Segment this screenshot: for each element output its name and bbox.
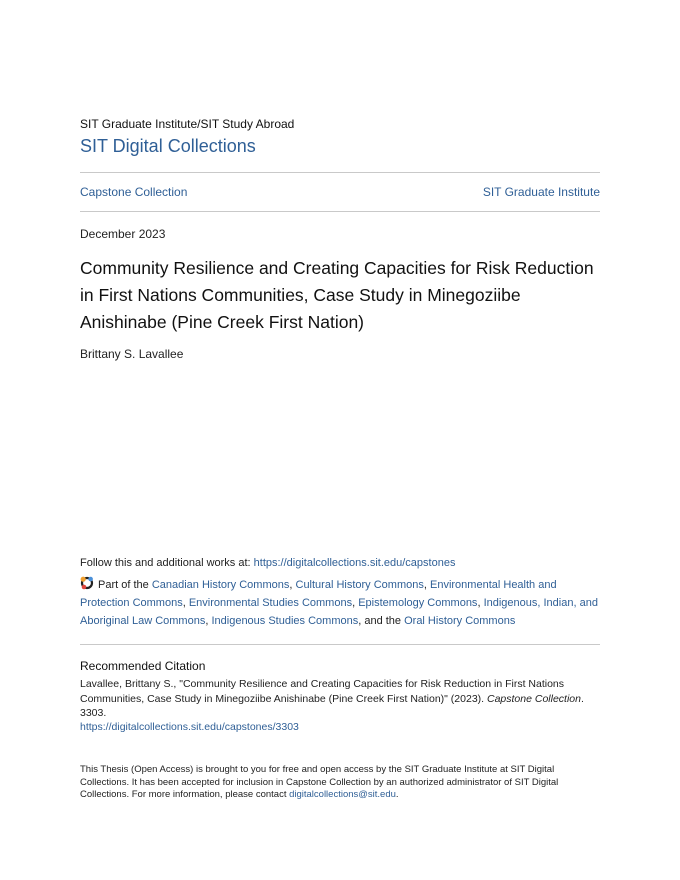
- repository-link[interactable]: SIT Digital Collections: [80, 136, 256, 156]
- commons-link[interactable]: Indigenous Studies Commons: [211, 615, 359, 627]
- capstone-collection-link[interactable]: Capstone Collection: [80, 185, 188, 199]
- citation-heading: Recommended Citation: [80, 659, 206, 673]
- publication-date: December 2023: [80, 227, 166, 241]
- commons-link[interactable]: Oral History Commons: [404, 615, 516, 627]
- commons-link[interactable]: Canadian History Commons: [151, 579, 290, 591]
- contact-email-link[interactable]: digitalcollections@sit.edu: [289, 789, 396, 800]
- author-name: Brittany S. Lavallee: [80, 347, 184, 361]
- commons-link[interactable]: Indigenous, Indian, and Aboriginal Law Commons: [80, 597, 598, 627]
- graduate-institute-link[interactable]: SIT Graduate Institute: [482, 185, 600, 199]
- commons-link[interactable]: Environmental Health and Protection Commons: [80, 579, 557, 609]
- citation-url-link[interactable]: https://digitalcollections.sit.edu/capstones/3303: [80, 721, 299, 733]
- institution-name: SIT Graduate Institute/SIT Study Abroad: [80, 117, 295, 131]
- commons-link[interactable]: Environmental Studies Commons: [188, 597, 353, 609]
- capstones-url-link[interactable]: https://digitalcollections.sit.edu/capstones: [253, 557, 456, 569]
- follow-label: Follow this and additional works at:: [80, 557, 254, 569]
- divider: [80, 211, 600, 212]
- follow-line: [80, 557, 455, 569]
- open-access-notice: This Thesis (Open Access) is brought to you for free and open access by the SIT Graduate Institute at SIT Digital Collections. It has been accepted for inclusion in Capstone Collection by an authorized administrator of SIT Digital Collections. For more information, please contact digitalcollections@sit.edu.: [80, 764, 559, 800]
- commons-link[interactable]: Cultural History Commons: [295, 579, 424, 591]
- commons-link[interactable]: Epistemology Commons: [358, 597, 478, 609]
- divider: [80, 644, 600, 645]
- citation-journal: Capstone Collection: [487, 692, 581, 705]
- open-access-network-icon: [80, 576, 94, 590]
- part-of-commons: Part of the Canadian History Commons, Cultural History Commons, Environmental Health and Protection Commons, Environmental Studies Commons, Epistemology Commons, Indigenous, Indian, and Aboriginal Law Commons, Indigenous Studies Commons, and the Oral History Commons: [80, 576, 605, 630]
- collection-nav: [80, 185, 600, 199]
- citation-text: Lavallee, Brittany S., "Community Resilience and Creating Capacities for Risk Reduction in First Nations Communities, Case Study in Minegoziibe Anishinabe (Pine Creek First Nation)" (2023). Capstone Collection. 3303.: [80, 678, 584, 719]
- document-title: Community Resilience and Creating Capacities for Risk Reduction in First Nations Communities, Case Study in Minegoziibe Anishinabe (Pine Creek First Nation): [80, 258, 594, 332]
- divider: [80, 172, 600, 173]
